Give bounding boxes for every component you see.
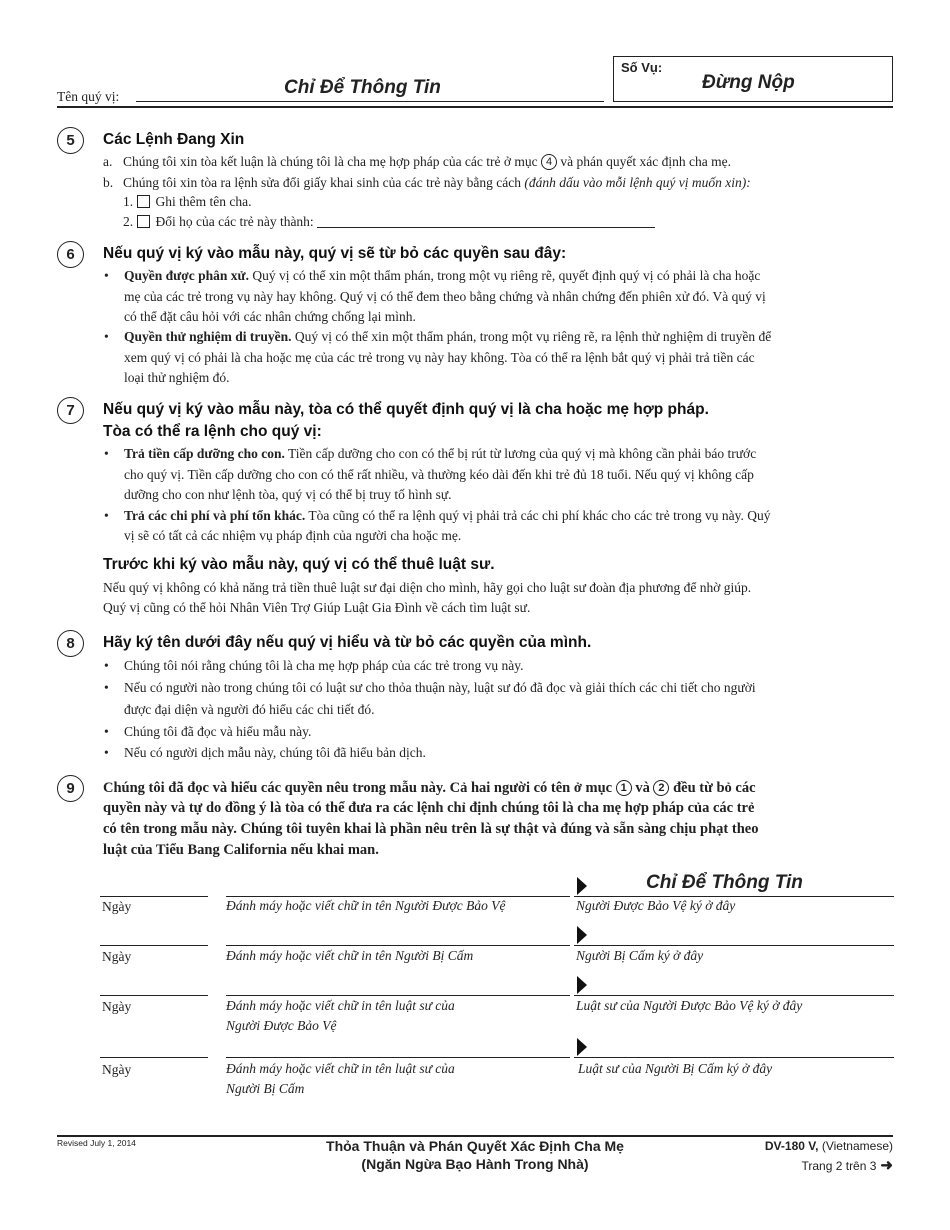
name-label: Tên quý vị: [57, 89, 120, 104]
section-5-heading: Các Lệnh Đang Xin [103, 131, 245, 148]
restrained-lawyer-name-label-1: Đánh máy hoặc viết chữ in tên luật sư của [226, 1061, 455, 1076]
option-2-number: 2. [123, 214, 134, 229]
s9-line-1-b: và [635, 780, 650, 796]
s6-bullet-2-title: Quyền thử nghiệm di truyền. [124, 329, 292, 344]
option-2-label: Đổi họ của các trẻ này thành: [155, 214, 314, 229]
case-number-value: Đừng Nộp [702, 72, 795, 93]
page-indicator [801, 1156, 893, 1174]
s9-line-4: luật của Tiểu Bang California nếu khai man. [103, 842, 379, 858]
s5-item-a [123, 153, 731, 170]
new-surname-field[interactable] [317, 227, 655, 228]
s7-bullet-1 [124, 445, 756, 462]
date-label: Ngày [102, 1062, 132, 1077]
protected-lawyer-name-label-2: Người Được Bảo Vệ [226, 1018, 337, 1033]
form-title: Thỏa Thuận và Phán Quyết Xác Định Cha Mẹ [326, 1138, 624, 1154]
s7-bullet-2-line-1: Tòa cũng có thể ra lệnh quý vị phải trả các chi phí khác cho các trẻ trong vụ này. Quý [308, 508, 771, 523]
date-line[interactable] [100, 995, 208, 996]
s6-bullet-1 [124, 267, 760, 284]
header-divider [57, 106, 893, 108]
option-change-surname [123, 213, 655, 230]
s6-bullet-1-line-1: Quý vị có thể xin một thẩm phán, trong một vụ riêng rẽ, quyết định quý vị có phải là cha hoặc [252, 268, 761, 283]
protected-lawyer-name-label-1: Đánh máy hoặc viết chữ in tên luật sư của [226, 998, 455, 1013]
restrained-lawyer-sign-label: Luật sư của Người Bị Cấm ký ở đây [578, 1061, 773, 1076]
restrained-person-sign-label: Người Bị Cấm ký ở đây [576, 948, 704, 963]
section-6-number: 6 [57, 241, 84, 268]
s7-bullet-1-line-1: Tiền cấp dưỡng cho con có thể bị rút từ lương của quý vị mà không cần phải báo trước [287, 446, 757, 461]
form-language: (Vietnamese) [821, 1139, 893, 1153]
signature-line[interactable] [574, 1057, 894, 1058]
s6-bullet-2 [124, 328, 771, 345]
lawyer-heading: Trước khi ký vào mẫu này, quý vị có thể thuê luật sư. [103, 556, 495, 573]
s5-item-a-text-2: và phán quyết xác định cha mẹ. [560, 154, 731, 169]
date-line[interactable] [100, 1057, 208, 1058]
ref-item-2: 2 [653, 780, 669, 796]
section-7-heading-1: Nếu quý vị ký vào mẫu này, tòa có thể quyết định quý vị là cha hoặc mẹ hợp pháp. [103, 401, 709, 418]
s9-line-3: có tên trong mẫu này. Chúng tôi tuyên khai là phần nêu trên là sự thật và đúng và sẵn sàng chịu phạt theo [103, 821, 759, 837]
s8-bullet-3: • Chúng tôi đã đọc và hiểu mẫu này. [124, 723, 311, 740]
ref-item-1: 1 [616, 780, 632, 796]
s6-bullet-1-line-3: có thể đặt câu hỏi với các nhân chứng chống lại mình. [124, 309, 416, 324]
s6-bullet-2-line-2: xem quý vị có phải là cha hoặc mẹ của các trẻ trong vụ này hay không. Tòa có thể ra lệnh bắt quý vị phải trả tiền các [124, 350, 755, 365]
protected-person-sign-label: Người Được Bảo Vệ ký ở đây [576, 898, 736, 913]
name-line[interactable] [226, 1057, 570, 1058]
date-label: Ngày [102, 899, 132, 914]
date-line[interactable] [100, 896, 208, 897]
s5-item-b-note: (đánh dấu vào mỗi lệnh quý vị muốn xin): [524, 175, 751, 190]
restrained-lawyer-name-label-2: Người Bị Cấm [226, 1081, 305, 1096]
s9-line-1-c: đều từ bỏ các [673, 780, 756, 796]
s8-bullet-2-line-2: được đại diện và người đó hiểu các chi tiết đó. [124, 702, 375, 717]
arrow-right-icon[interactable]: ➜ [880, 1157, 893, 1174]
section-8-number: 8 [57, 630, 84, 657]
s7-bullet-2 [124, 507, 771, 524]
restrained-person-name-label: Đánh máy hoặc viết chữ in tên Người Bị Cấm [226, 948, 474, 963]
s9-line-2: quyền này và tự do đồng ý là tòa có thể đưa ra các lệnh chỉ định chúng tôi là cha mẹ hợp pháp của các trẻ [103, 800, 755, 816]
option-add-father [123, 193, 251, 210]
s6-bullet-2-line-1: Quý vị có thể xin một thẩm phán, trong một vụ riêng rẽ, ra lệnh thử nghiệm di truyền để [294, 329, 772, 344]
s5-item-b-text: Chúng tôi xin tòa ra lệnh sửa đổi giấy khai sinh của các trẻ này bằng cách [123, 175, 521, 190]
form-number: DV-180 V, [764, 1139, 819, 1153]
section-6-heading: Nếu quý vị ký vào mẫu này, quý vị sẽ từ bỏ các quyền sau đây: [103, 245, 567, 262]
s5-item-a-text-1: Chúng tôi xin tòa kết luận là chúng tôi là cha mẹ hợp pháp của các trẻ ở mục [123, 154, 538, 169]
form-subtitle: (Ngăn Ngừa Bạo Hành Trong Nhà) [361, 1156, 589, 1172]
add-father-checkbox[interactable] [137, 195, 150, 208]
section-9-number: 9 [57, 775, 84, 802]
s7-bullet-1-line-3: dưỡng cho con như lệnh tòa, quý vị có thể bị truy tố hình sự. [124, 487, 452, 502]
section-5-number: 5 [57, 127, 84, 154]
s8-bullet-4: • Nếu có người dịch mẫu này, chúng tôi đã hiểu bản dịch. [124, 744, 426, 761]
s7-bullet-1-line-2: cho quý vị. Tiền cấp dưỡng cho con có thể rất nhiều, và thường kéo dài đến khi trẻ đủ 18 tuổi. Nếu quý vị không cấp [124, 467, 754, 482]
section-7-number: 7 [57, 397, 84, 424]
date-line[interactable] [100, 945, 208, 946]
change-surname-checkbox[interactable] [137, 215, 150, 228]
option-1-label: Ghi thêm tên cha. [155, 194, 252, 209]
sign-here-arrow-icon [577, 926, 587, 944]
name-field-value: Chỉ Để Thông Tin [284, 77, 441, 98]
date-label: Ngày [102, 999, 132, 1014]
s6-bullet-2-line-3: loại thử nghiệm đó. [124, 370, 230, 385]
option-1-number: 1. [123, 194, 134, 209]
s8-bullet-1: • Chúng tôi nói rằng chúng tôi là cha mẹ hợp pháp của các trẻ trong vụ này. [124, 657, 524, 674]
form-id [765, 1139, 893, 1153]
s7-bullet-1-title: Trả tiền cấp dưỡng cho con. [124, 446, 285, 461]
name-field-line[interactable] [136, 101, 604, 102]
revised-date: Revised July 1, 2014 [57, 1138, 136, 1148]
s5-item-b-prefix: b. [103, 175, 114, 190]
s9-line-1 [103, 780, 756, 797]
s6-bullet-1-title: Quyền được phân xử. [124, 268, 249, 283]
signature-info-text: Chỉ Để Thông Tin [646, 872, 803, 893]
sign-here-arrow-icon [577, 1038, 587, 1056]
s7-bullet-2-title: Trả các chi phí và phí tổn khác. [124, 508, 306, 523]
s6-bullet-1-line-2: mẹ của các trẻ trong vụ này hay không. Quý vị có thể đem theo bằng chứng và nhân chứng đến phiên xử đó. Và quý vị [124, 289, 766, 304]
section-8-heading: Hãy ký tên dưới đây nếu quý vị hiểu và từ bỏ các quyền của mình. [103, 634, 592, 651]
sign-here-arrow-icon [577, 877, 587, 895]
s8-bullet-2-line-1: • Nếu có người nào trong chúng tôi có luật sư cho thỏa thuận này, luật sư đó đã đọc và giải thích các chi tiết cho người [124, 679, 756, 696]
s5-item-b [123, 174, 751, 191]
s5-item-a-prefix: a. [103, 154, 113, 169]
lawyer-text-line-2: Quý vị cũng có thể hỏi Nhân Viên Trợ Giúp Luật Gia Đình về cách tìm luật sư. [103, 600, 531, 615]
s9-line-1-a: Chúng tôi đã đọc và hiểu các quyền nêu trong mẫu này. Cả hai người có tên ở mục [103, 780, 613, 796]
s7-bullet-2-line-2: vị sẽ có tất cả các nhiệm vụ pháp định của người cha hoặc mẹ. [124, 528, 462, 543]
case-number-label: Số Vụ: [621, 60, 663, 75]
section-7-heading-2: Tòa có thể ra lệnh cho quý vị: [103, 423, 322, 440]
footer-divider [57, 1135, 893, 1137]
page-number: Trang 2 trên 3 [801, 1159, 877, 1173]
protected-person-name-label: Đánh máy hoặc viết chữ in tên Người Được Bảo Vệ [226, 898, 506, 913]
sign-here-arrow-icon [577, 976, 587, 994]
lawyer-text-line-1: Nếu quý vị không có khả năng trả tiền thuê luật sư đại diện cho mình, hãy gọi cho luật sư đoàn địa phương để nhờ giúp. [103, 580, 752, 595]
date-label: Ngày [102, 949, 132, 964]
ref-item-4: 4 [541, 154, 557, 170]
protected-lawyer-sign-label: Luật sư của Người Được Bảo Vệ ký ở đây [576, 998, 803, 1013]
